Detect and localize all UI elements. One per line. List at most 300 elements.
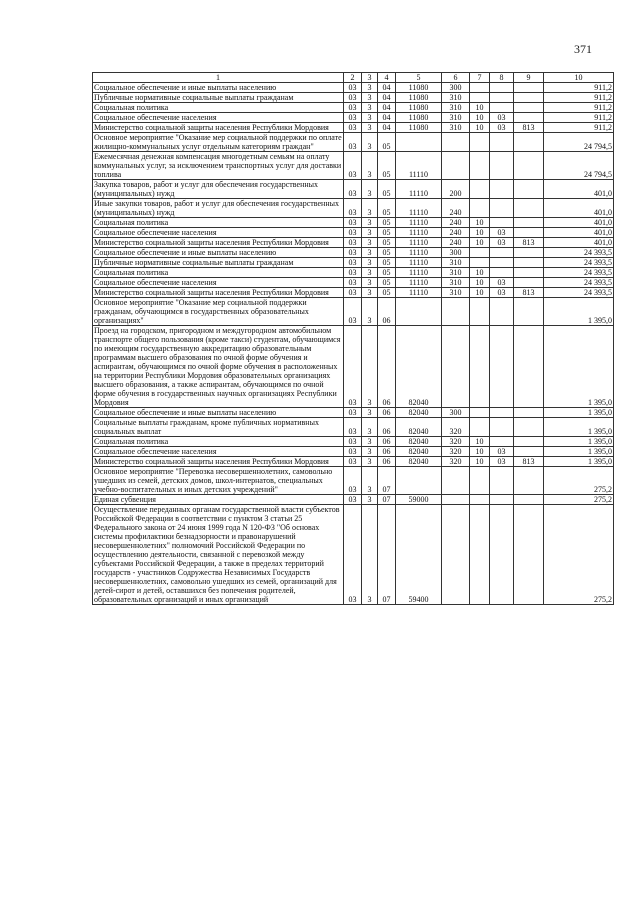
cell-col-5: 82040 [396,457,442,467]
cell-col-7 [470,180,490,199]
cell-col-6: 240 [442,199,470,218]
cell-col-5 [396,298,442,326]
table-row [93,93,614,103]
table-row [93,495,614,505]
table-row [93,505,614,605]
budget-table [92,72,614,605]
cell-name: Публичные нормативные социальные выплаты гражданам [93,93,344,103]
cell-name: Социальная политика [93,437,344,447]
cell-col-4: 04 [378,83,396,93]
cell-col-9 [514,437,544,447]
cell-col-8 [490,408,514,418]
cell-col-4: 05 [378,248,396,258]
cell-name: Социальное обеспечение населения [93,228,344,238]
cell-col-8 [490,326,514,408]
cell-col-6: 320 [442,437,470,447]
cell-col-8 [490,180,514,199]
cell-col-2: 03 [344,113,362,123]
column-header: 9 [514,73,544,83]
cell-col-3: 3 [362,467,378,495]
cell-amount: 1 395,0 [544,326,614,408]
cell-col-6: 320 [442,418,470,437]
column-header: 3 [362,73,378,83]
cell-col-8 [490,83,514,93]
cell-col-7: 10 [470,437,490,447]
column-header: 2 [344,73,362,83]
cell-col-8: 03 [490,113,514,123]
table-row [93,180,614,199]
cell-col-4: 05 [378,288,396,298]
table-row [93,278,614,288]
cell-col-8 [490,437,514,447]
cell-col-8 [490,152,514,180]
cell-col-2: 03 [344,437,362,447]
cell-col-3: 3 [362,495,378,505]
cell-col-8 [490,505,514,605]
cell-name: Основное мероприятие "Оказание мер социальной поддержки по оплате жилищно-коммунальных услуг отдельным категориям граждан" [94,133,342,151]
cell-col-4: 07 [378,505,396,605]
cell-col-8 [490,418,514,437]
cell-amount: 911,2 [544,103,614,113]
table-row [93,113,614,123]
cell-name: Публичные нормативные социальные выплаты гражданам [93,258,344,268]
cell-col-3: 3 [362,199,378,218]
cell-col-3: 3 [362,83,378,93]
cell-col-4: 05 [378,258,396,268]
cell-col-9 [514,93,544,103]
cell-name: Основное мероприятие "Оказание мер социальной поддержки гражданам, обучающимся в государственных образовательных организациях" [93,298,344,326]
cell-col-7: 10 [470,103,490,113]
table-row [93,103,614,113]
cell-col-2: 03 [344,258,362,268]
cell-amount: 275,2 [544,495,614,505]
cell-col-4: 05 [378,238,396,248]
cell-col-2: 03 [344,467,362,495]
cell-col-5: 11080 [396,83,442,93]
cell-col-5: 11080 [396,93,442,103]
column-header: 7 [470,73,490,83]
cell-col-6: 200 [442,180,470,199]
cell-amount: 401,0 [544,180,614,199]
cell-col-4: 06 [378,418,396,437]
cell-name: Основное мероприятие "Перевозка несовершеннолетних, самовольно ушедших из семей, детских домов, школ-интернатов, специальных учебно-воспитательных и иных детских учреждений" [93,467,344,495]
cell-col-2: 03 [344,83,362,93]
cell-amount: 1 395,0 [544,437,614,447]
cell-col-9 [514,152,544,180]
cell-col-5 [396,133,442,152]
cell-name: Социальная политика [93,103,344,113]
cell-name: Социальная политика [93,268,344,278]
table-row [93,199,614,218]
cell-col-4: 04 [378,93,396,103]
cell-col-6: 240 [442,218,470,228]
cell-col-2: 03 [344,103,362,113]
cell-name: Социальное обеспечение и иные выплаты населению [93,83,344,93]
cell-col-2: 03 [344,278,362,288]
cell-col-3: 3 [362,152,378,180]
cell-col-3: 3 [362,447,378,457]
cell-col-5: 82040 [396,418,442,437]
cell-col-3: 3 [362,288,378,298]
cell-col-3: 3 [362,180,378,199]
cell-name: Социальное обеспечение населения [93,278,344,288]
cell-col-6: 310 [442,93,470,103]
cell-col-6 [442,133,470,152]
cell-col-6: 310 [442,123,470,133]
cell-col-3: 3 [362,133,378,152]
cell-col-6: 240 [442,228,470,238]
cell-col-7: 10 [470,278,490,288]
cell-amount: 911,2 [544,83,614,93]
cell-col-3: 3 [362,248,378,258]
cell-col-8: 03 [490,228,514,238]
cell-col-6 [442,326,470,408]
cell-col-5: 82040 [396,437,442,447]
cell-col-9 [514,447,544,457]
cell-col-4: 05 [378,228,396,238]
table-row [93,298,614,326]
cell-col-9 [514,326,544,408]
cell-col-5: 59400 [396,505,442,605]
cell-col-8 [490,298,514,326]
cell-col-5: 11110 [396,248,442,258]
cell-name: Социальные выплаты гражданам, кроме публичных нормативных социальных выплат [93,418,344,437]
cell-name: Министерство социальной защиты населения Республики Мордовия [93,123,344,133]
cell-amount: 401,0 [544,238,614,248]
cell-col-7 [470,326,490,408]
cell-col-4: 06 [378,298,396,326]
table-row [93,408,614,418]
cell-amount: 1 395,0 [544,408,614,418]
cell-col-2: 03 [344,447,362,457]
table-row [93,218,614,228]
cell-col-8 [490,133,514,152]
cell-col-4: 05 [378,278,396,288]
cell-col-2: 03 [344,248,362,258]
cell-amount: 911,2 [544,123,614,133]
cell-name: Социальное обеспечение населения [93,113,344,123]
cell-name: Министерство социальной защиты населения Республики Мордовия [93,288,344,298]
cell-col-6: 310 [442,288,470,298]
cell-amount: 1 395,0 [544,418,614,437]
cell-name: Социальная политика [93,218,344,228]
cell-col-3: 3 [362,278,378,288]
cell-col-4: 05 [378,268,396,278]
table-row [93,418,614,437]
cell-col-3: 3 [362,113,378,123]
cell-col-2: 03 [344,93,362,103]
cell-col-2: 03 [344,228,362,238]
cell-name: Осуществление переданных органам государственной власти субъектов Российской Федерации в соответствии с пунктом 3 статьи 25 Федерального закона от 24 июня 1999 года N 120-ФЗ "Об основах системы профилактики безнадзорности и правонарушений несовершеннолетних" полномочий Российской Федерации по осуществлению деятельности, связанной с перевозкой между субъектами Российской Федерации, а также в пределах территорий государств - участников Содружества Независимых Государств несовершеннолетних, самовольно ушедших из семей, организаций для детей-сирот и детей, оставшихся без попечения родителей, образовательных организаций и иных организаций [93,505,344,605]
cell-name: Закупка товаров, работ и услуг для обеспечения государственных (муниципальных) нужд [93,180,344,199]
cell-col-2: 03 [344,152,362,180]
cell-amount: 24 393,5 [544,248,614,258]
cell-col-5: 11110 [396,218,442,228]
cell-col-3: 3 [362,457,378,467]
cell-col-5: 11110 [396,199,442,218]
cell-col-9: 813 [514,238,544,248]
cell-col-3: 3 [362,93,378,103]
cell-col-8 [490,258,514,268]
cell-col-7 [470,133,490,152]
cell-col-7: 10 [470,288,490,298]
cell-name: Иные закупки товаров, работ и услуг для обеспечения государственных (муниципальных) нужд [93,199,344,218]
cell-col-7: 10 [470,113,490,123]
cell-col-8 [490,248,514,258]
cell-col-6: 310 [442,268,470,278]
table-row [93,133,614,152]
cell-col-7 [470,83,490,93]
cell-col-2: 03 [344,180,362,199]
cell-col-7 [470,199,490,218]
cell-col-3: 3 [362,238,378,248]
cell-col-5: 82040 [396,326,442,408]
cell-col-7 [470,418,490,437]
cell-col-7 [470,505,490,605]
cell-col-7 [470,467,490,495]
cell-col-4: 04 [378,103,396,113]
cell-col-2: 03 [344,288,362,298]
cell-col-9: 813 [514,123,544,133]
cell-amount: 24 794,5 [544,133,614,152]
cell-col-2: 03 [344,133,362,152]
table-row [93,83,614,93]
cell-col-8 [490,467,514,495]
table-row [93,447,614,457]
cell-col-6: 310 [442,278,470,288]
cell-amount: 275,2 [544,505,614,605]
cell-col-2: 03 [344,218,362,228]
column-header: 8 [490,73,514,83]
cell-col-9 [514,278,544,288]
cell-col-4: 05 [378,199,396,218]
table-row [93,467,614,495]
cell-col-8: 03 [490,457,514,467]
cell-col-5: 11080 [396,123,442,133]
cell-col-3: 3 [362,437,378,447]
cell-col-7: 10 [470,123,490,133]
cell-col-7 [470,495,490,505]
cell-col-5: 82040 [396,447,442,457]
cell-col-4: 05 [378,152,396,180]
table-row [93,228,614,238]
cell-col-7: 10 [470,228,490,238]
cell-amount: 24 794,5 [544,152,614,180]
cell-col-2: 03 [344,408,362,418]
cell-col-4: 04 [378,123,396,133]
cell-col-8: 03 [490,278,514,288]
cell-col-5: 11080 [396,103,442,113]
cell-col-5: 82040 [396,408,442,418]
cell-col-7 [470,152,490,180]
cell-col-3: 3 [362,218,378,228]
cell-col-8 [490,199,514,218]
cell-col-9 [514,83,544,93]
cell-col-5: 11110 [396,180,442,199]
cell-col-4: 06 [378,437,396,447]
cell-col-2: 03 [344,199,362,218]
cell-col-2: 03 [344,505,362,605]
cell-col-7 [470,93,490,103]
cell-col-3: 3 [362,123,378,133]
cell-col-7: 10 [470,457,490,467]
cell-col-4: 05 [378,180,396,199]
table-row [93,238,614,248]
table-row [93,248,614,258]
page-number: 371 [574,42,592,56]
cell-col-7: 10 [470,238,490,248]
cell-col-9: 813 [514,288,544,298]
cell-col-3: 3 [362,505,378,605]
cell-col-2: 03 [344,123,362,133]
cell-amount: 401,0 [544,218,614,228]
column-header: 10 [544,73,614,83]
cell-col-6: 300 [442,248,470,258]
cell-name: Ежемесячная денежная компенсация многодетным семьям на оплату коммунальных услуг, за исключением транспортных услуг для доставки топлива [93,152,344,180]
cell-amount: 401,0 [544,199,614,218]
cell-col-8: 03 [490,447,514,457]
cell-col-3: 3 [362,103,378,113]
cell-col-6: 240 [442,238,470,248]
cell-col-2: 03 [344,457,362,467]
table-row [93,437,614,447]
cell-amount: 911,2 [544,93,614,103]
cell-col-8: 03 [490,123,514,133]
cell-col-6: 310 [442,113,470,123]
cell-col-5: 11110 [396,278,442,288]
cell-col-5 [396,467,442,495]
cell-col-7 [470,258,490,268]
cell-col-3: 3 [362,408,378,418]
cell-col-6: 300 [442,83,470,93]
cell-col-9 [514,495,544,505]
cell-name: Министерство социальной защиты населения Республики Мордовия [93,238,344,248]
cell-col-9 [514,248,544,258]
cell-col-2: 03 [344,326,362,408]
cell-col-6 [442,152,470,180]
cell-col-2: 03 [344,418,362,437]
column-header: 4 [378,73,396,83]
cell-col-6: 310 [442,103,470,113]
cell-col-8 [490,93,514,103]
cell-col-5: 11110 [396,228,442,238]
cell-col-9 [514,103,544,113]
cell-col-7 [470,248,490,258]
cell-col-9 [514,268,544,278]
cell-col-3: 3 [362,258,378,268]
cell-col-9 [514,505,544,605]
cell-col-4: 07 [378,467,396,495]
table-row [93,326,614,408]
cell-col-6: 320 [442,457,470,467]
cell-col-9 [514,180,544,199]
cell-col-8: 03 [490,288,514,298]
column-header: 6 [442,73,470,83]
cell-name: Социальное обеспечение и иные выплаты населению [93,408,344,418]
cell-col-3: 3 [362,326,378,408]
cell-col-4: 06 [378,408,396,418]
cell-col-7: 10 [470,268,490,278]
cell-col-2: 03 [344,238,362,248]
cell-col-8 [490,495,514,505]
cell-col-7 [470,408,490,418]
cell-amount: 1 395,0 [544,457,614,467]
table-header-row [93,73,614,83]
cell-col-6 [442,467,470,495]
table-row [93,152,614,180]
cell-amount: 1 395,0 [544,447,614,457]
cell-col-5: 11110 [396,152,442,180]
cell-col-2: 03 [344,298,362,326]
cell-col-7: 10 [470,218,490,228]
cell-col-6 [442,298,470,326]
cell-col-3: 3 [362,298,378,326]
cell-col-4: 05 [378,133,396,152]
cell-col-8 [490,103,514,113]
cell-name: Единая субвенция [93,495,344,505]
cell-name: Проезд на городском, пригородном и междугородном автомобильном транспорте общего пользования (кроме такси) студентам, обучающимся по имеющим государственную аккредитацию образовательным программам высшего образования по очной форме обучения и аспирантам, обучающимся по очной форме обучения в расположенных на территории Республики Мордовия образовательных организациях высшего образования, а также аспирантам, обучающимся по очной форме обучения в государственных научных организациях Республики Мордовия [93,326,344,408]
cell-col-5: 11110 [396,288,442,298]
cell-col-5: 59000 [396,495,442,505]
cell-amount: 275,2 [544,467,614,495]
cell-col-9 [514,418,544,437]
cell-col-6 [442,495,470,505]
column-header: 5 [396,73,442,83]
cell-col-6 [442,505,470,605]
cell-col-5: 11110 [396,268,442,278]
cell-col-3: 3 [362,228,378,238]
cell-col-4: 06 [378,457,396,467]
cell-amount: 1 395,0 [544,298,614,326]
cell-col-8: 03 [490,238,514,248]
cell-col-6: 310 [442,258,470,268]
cell-col-9 [514,228,544,238]
cell-col-6: 320 [442,447,470,457]
cell-amount: 24 393,5 [544,268,614,278]
cell-col-9 [514,133,544,152]
cell-col-9 [514,298,544,326]
cell-col-7 [470,298,490,326]
table-row [93,268,614,278]
cell-name: Социальное обеспечение и иные выплаты населению [93,248,344,258]
cell-amount: 401,0 [544,228,614,238]
table-row [93,123,614,133]
cell-name: Социальное обеспечение населения [93,447,344,457]
cell-col-5: 11080 [396,113,442,123]
cell-col-4: 07 [378,495,396,505]
cell-col-5: 11110 [396,258,442,268]
cell-amount: 911,2 [544,113,614,123]
table-row [93,457,614,467]
cell-col-6: 300 [442,408,470,418]
cell-col-7: 10 [470,447,490,457]
table-row [93,288,614,298]
cell-col-4: 06 [378,447,396,457]
table-row [93,258,614,268]
cell-col-4: 05 [378,218,396,228]
cell-col-8 [490,218,514,228]
cell-col-8 [490,268,514,278]
cell-col-9 [514,408,544,418]
column-header: 1 [93,73,344,83]
cell-amount: 24 393,5 [544,258,614,268]
cell-amount: 24 393,5 [544,288,614,298]
cell-amount: 24 393,5 [544,278,614,288]
cell-col-3: 3 [362,268,378,278]
cell-col-4: 06 [378,326,396,408]
cell-col-5: 11110 [396,238,442,248]
cell-col-9 [514,113,544,123]
